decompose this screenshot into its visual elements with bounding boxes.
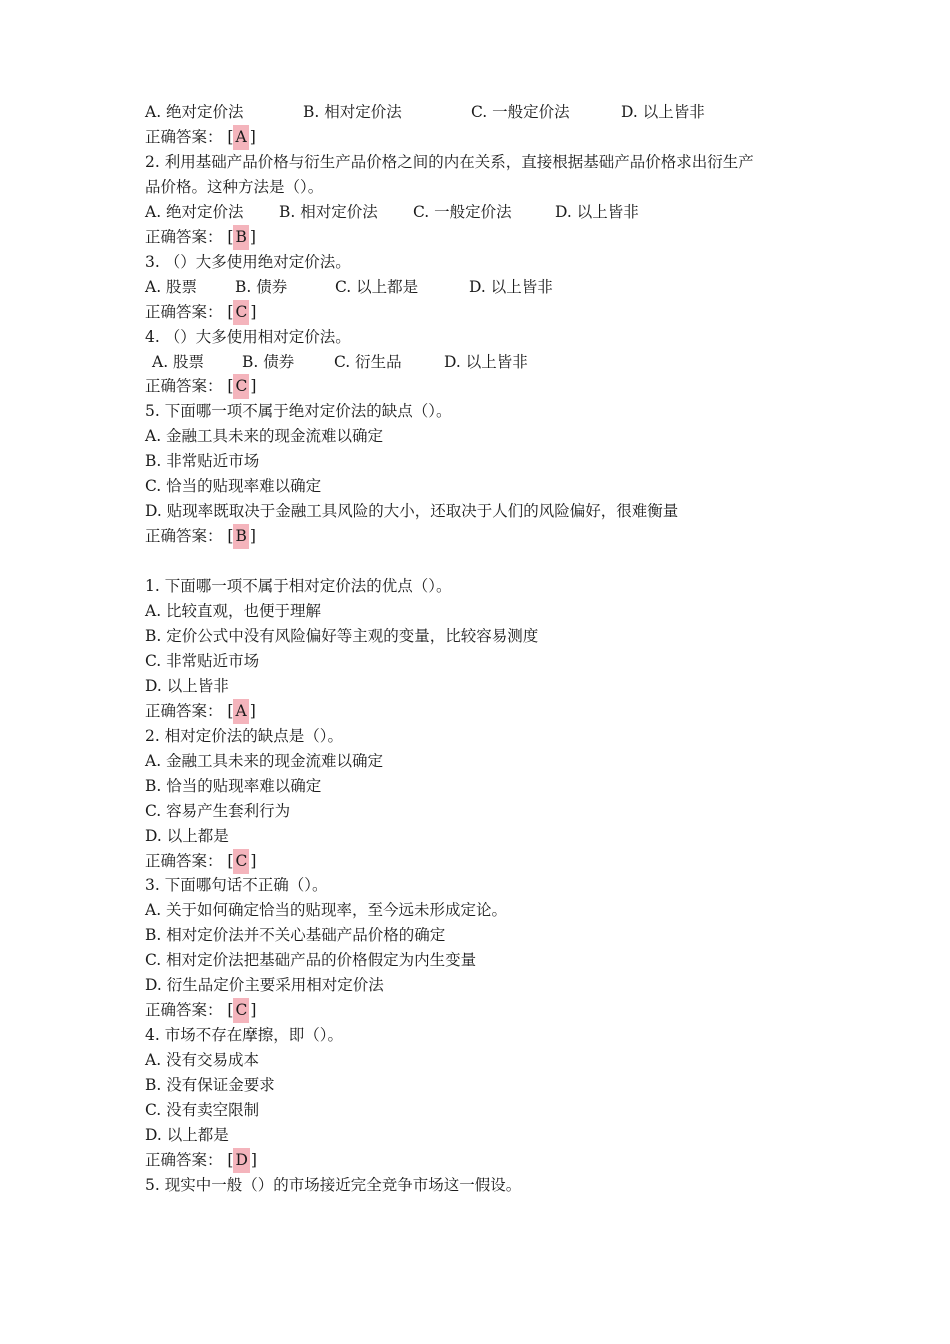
- option-item: A. 股票: [152, 352, 205, 371]
- document-line: A. 比较直观，也便于理解: [145, 602, 322, 620]
- answer-line: [145, 374, 256, 399]
- option-item: B. 债券: [242, 352, 295, 371]
- answer-label: 正确答案： [: [145, 1001, 234, 1020]
- document-line: C. 相对定价法把基础产品的价格假定为内生变量: [145, 951, 477, 970]
- document-line: B. 定价公式中没有风险偏好等主观的变量，比较容易测度: [145, 626, 539, 645]
- option-item: B. 债券: [235, 277, 288, 296]
- option-item: D. 以上皆非: [555, 202, 639, 221]
- document-line: D. 以上都是: [145, 1125, 229, 1144]
- answer-value: C: [233, 374, 249, 399]
- option-item: A. 绝对定价法: [145, 103, 244, 121]
- answer-bracket-close: ]: [249, 127, 256, 146]
- answer-bracket-close: ]: [250, 302, 257, 321]
- document-line: D. 贴现率既取决于金融工具风险的大小，还取决于人们的风险偏好，很难衡量: [145, 502, 679, 521]
- option-row: [152, 350, 564, 375]
- document-line: B. 非常贴近市场: [145, 452, 260, 471]
- answer-value: B: [233, 225, 248, 250]
- document-line: D. 衍生品定价主要采用相对定价法: [145, 976, 384, 995]
- answer-value: A: [233, 699, 248, 724]
- answer-bracket-close: ]: [250, 377, 257, 396]
- document-line: 5. 下面哪一项不属于绝对定价法的缺点（）。: [145, 402, 452, 421]
- answer-label: 正确答案： [: [145, 377, 234, 396]
- answer-label: 正确答案： [: [145, 527, 234, 546]
- answer-label: 正确答案： [: [145, 1150, 234, 1169]
- option-item: C. 一般定价法: [471, 103, 570, 121]
- answer-line: [145, 1148, 257, 1173]
- answer-line: [145, 125, 256, 150]
- answer-value: C: [233, 300, 249, 325]
- answer-value: A: [233, 125, 248, 150]
- option-row: [145, 275, 589, 300]
- document-line: C. 容易产生套利行为: [145, 801, 291, 820]
- document-line: C. 恰当的贴现率难以确定: [145, 477, 322, 496]
- document-line: A. 没有交易成本: [145, 1051, 260, 1070]
- option-row: [145, 100, 741, 125]
- document-line: 3. 下面哪句话不正确（）。: [145, 876, 328, 895]
- answer-line: [145, 524, 256, 549]
- answer-label: 正确答案： [: [145, 851, 234, 870]
- document-line: D. 以上皆非: [145, 676, 229, 695]
- option-item: A. 股票: [145, 277, 198, 296]
- answer-line: [145, 300, 256, 325]
- document-line: B. 相对定价法并不关心基础产品价格的确定: [145, 926, 446, 945]
- document-line: A. 金融工具未来的现金流难以确定: [145, 427, 384, 446]
- document-line: 2. 利用基础产品价格与衍生产品价格之间的内在关系，直接根据基础产品价格求出衍生产: [145, 152, 754, 171]
- option-item: D. 以上皆非: [469, 277, 553, 296]
- document-line: 5. 现实中一般（）的市场接近完全竞争市场这一假设。: [145, 1175, 522, 1194]
- document-line: 品价格。这种方法是（）。: [145, 177, 324, 196]
- answer-bracket-close: ]: [250, 1001, 257, 1020]
- option-item: A. 绝对定价法: [145, 202, 244, 221]
- option-item: C. 一般定价法: [413, 202, 512, 221]
- option-item: D. 以上皆非: [621, 103, 705, 121]
- answer-line: [145, 849, 256, 874]
- answer-label: 正确答案： [: [145, 127, 234, 146]
- option-row: [145, 200, 675, 225]
- answer-value: C: [233, 849, 249, 874]
- document-line: 1. 下面哪一项不属于相对定价法的优点（）。: [145, 577, 452, 596]
- document-line: C. 没有卖空限制: [145, 1101, 260, 1119]
- answer-bracket-close: ]: [249, 701, 256, 720]
- answer-bracket-close: ]: [250, 1150, 257, 1169]
- document-line: 4. （）大多使用相对定价法。: [145, 327, 351, 346]
- option-item: B. 相对定价法: [279, 202, 378, 221]
- answer-label: 正确答案： [: [145, 302, 234, 321]
- answer-bracket-close: ]: [250, 851, 257, 870]
- document-line: B. 没有保证金要求: [145, 1076, 275, 1095]
- document-line: A. 关于如何确定恰当的贴现率，至今远未形成定论。: [145, 901, 508, 920]
- option-item: B. 相对定价法: [303, 103, 402, 121]
- answer-value: C: [233, 998, 249, 1023]
- answer-line: [145, 699, 256, 724]
- document-line: B. 恰当的贴现率难以确定: [145, 776, 322, 795]
- answer-line: [145, 998, 256, 1023]
- document-line: C. 非常贴近市场: [145, 651, 260, 670]
- document-line: 3. （）大多使用绝对定价法。: [145, 252, 351, 271]
- answer-value: D: [233, 1148, 249, 1173]
- document-line: 2. 相对定价法的缺点是（）。: [145, 726, 343, 745]
- answer-label: 正确答案： [: [145, 227, 234, 246]
- answer-label: 正确答案： [: [145, 701, 234, 720]
- option-item: D. 以上皆非: [444, 352, 528, 371]
- document-line: A. 金融工具未来的现金流难以确定: [145, 751, 384, 770]
- answer-value: B: [233, 524, 248, 549]
- answer-line: [145, 225, 256, 250]
- option-item: C. 以上都是: [335, 277, 419, 296]
- document-line: 4. 市场不存在摩擦，即（）。: [145, 1026, 343, 1045]
- document-line: D. 以上都是: [145, 826, 229, 845]
- answer-bracket-close: ]: [249, 527, 256, 546]
- option-item: C. 衍生品: [334, 352, 402, 371]
- answer-bracket-close: ]: [249, 227, 256, 246]
